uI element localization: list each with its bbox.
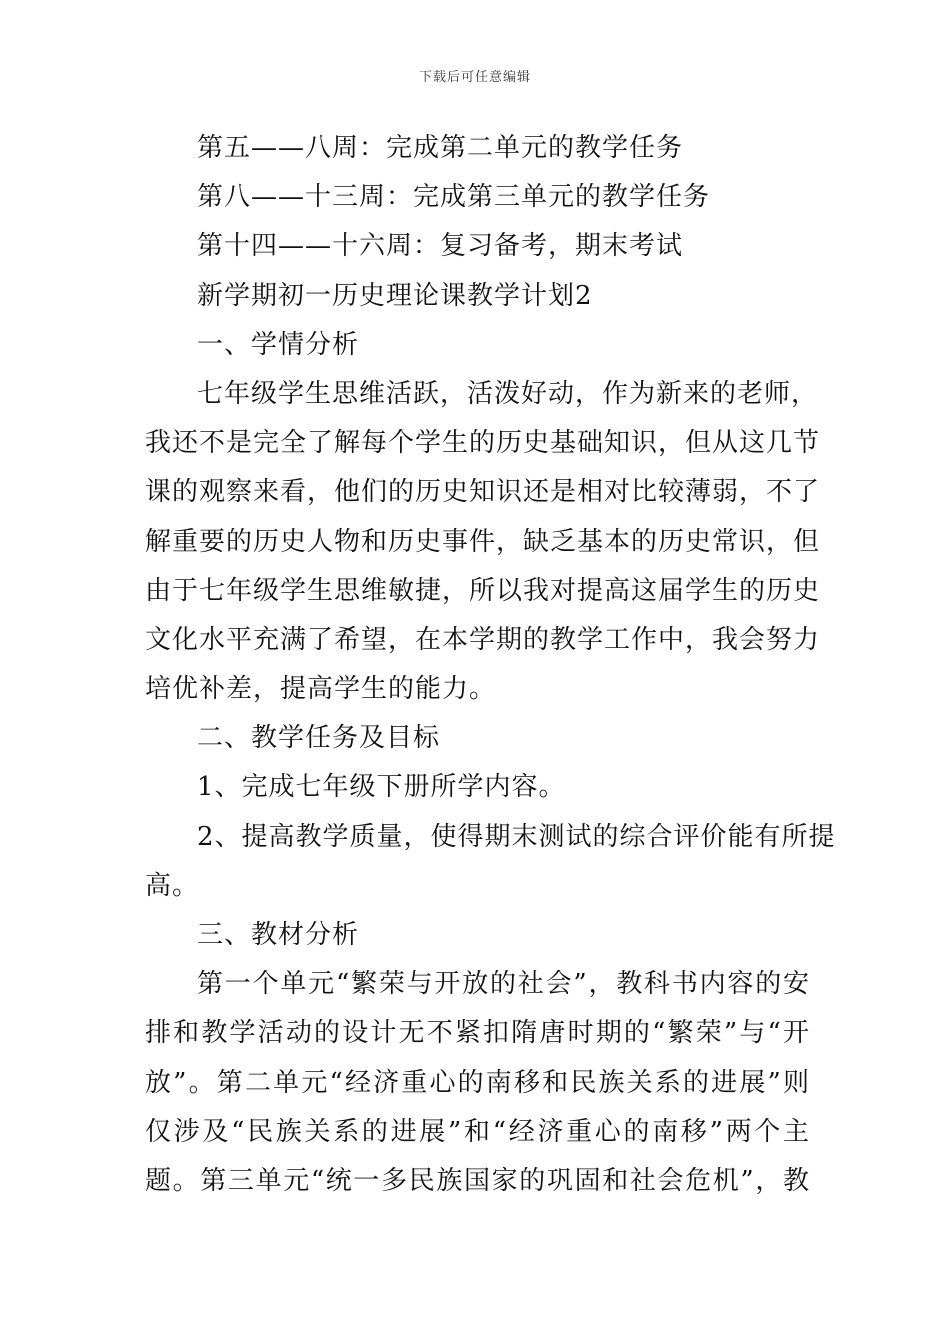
paragraph-line: 第一个单元“繁荣与开放的社会”，教科书内容的安	[197, 969, 810, 1000]
header-note: 下载后可任意编辑	[418, 70, 531, 85]
goal-item-1: 1、完成七年级下册所学内容。	[197, 772, 566, 803]
paragraph-line: 放”。第二单元“经济重心的南移和民族关系的进展”则	[145, 1067, 810, 1098]
goal-item-2-continued: 高。	[145, 870, 200, 901]
paragraph-line: 由于七年级学生思维敏捷，所以我对提高这届学生的历史	[145, 575, 821, 606]
document-body	[145, 124, 836, 1206]
paragraph-line: 排和教学活动的设计无不紧扣隋唐时期的“繁荣”与“开	[145, 1018, 810, 1049]
goal-item-2: 2、提高教学质量，使得期末测试的综合评价能有所提	[197, 821, 836, 852]
paragraph-line: 题。第三单元“统一多民族国家的巩固和社会危机”，教	[145, 1165, 810, 1196]
schedule-line-weeks-5-8: 第五——八周：完成第二单元的教学任务	[197, 133, 684, 163]
paragraph-line: 解重要的历史人物和历史事件，缺乏基本的历史常识，但	[145, 526, 821, 557]
heading-teaching-goals: 二、教学任务及目标	[197, 723, 441, 754]
paragraph-line: 仅涉及“民族关系的进展”和“经济重心的南移”两个主	[145, 1116, 810, 1147]
paragraph-line: 七年级学生思维活跃，活泼好动，作为新来的老师，	[197, 378, 819, 409]
heading-textbook-analysis: 三、教材分析	[197, 920, 360, 950]
heading-student-analysis: 一、学情分析	[197, 329, 360, 360]
section-title: 新学期初一历史理论课教学计划2	[197, 280, 593, 311]
schedule-line-weeks-14-16: 第十四——十六周：复习备考，期末考试	[197, 231, 684, 262]
schedule-line-weeks-8-13: 第八——十三周：完成第三单元的教学任务	[197, 182, 711, 213]
paragraph-line: 课的观察来看，他们的历史知识还是相对比较薄弱，不了	[145, 477, 821, 508]
paragraph-line: 我还不是完全了解每个学生的历史基础知识，但从这几节	[145, 428, 821, 459]
paragraph-line: 文化水平充满了希望，在本学期的教学工作中，我会努力	[145, 624, 821, 655]
paragraph-line: 培优补差，提高学生的能力。	[145, 674, 497, 705]
